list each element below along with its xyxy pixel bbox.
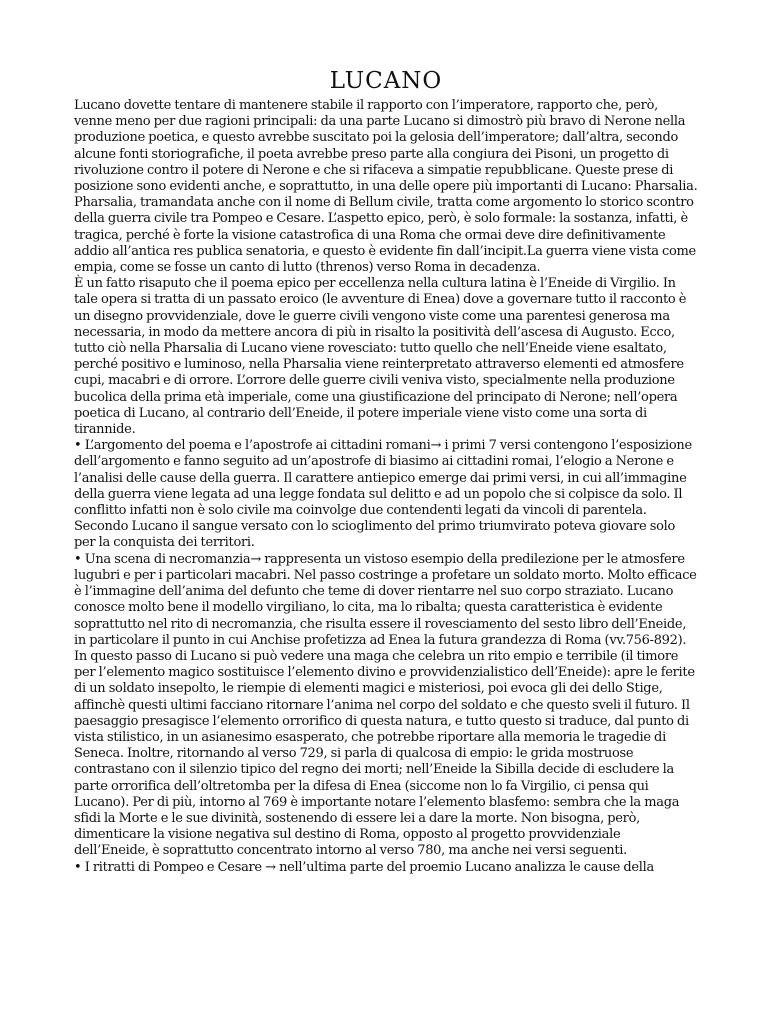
document-title: LUCANO <box>329 68 443 94</box>
bullet-necromanzia: • Una scena di necromanzia→ rappresenta un vistoso esempio della predilezione per le atmosfere lugubri e per i particolari macabri. Nel passo costringe a profetare un soldato morto. Molto efficace è l’immagine dell’anima del defunto che teme di dover rientarre nel suo corpo straziato. Lucano conosce molto bene il modello virgiliano, lo cita, ma lo ribalta; questa caratteristica è evidente soprattutto nel rito di necromanzia, che risulta essere il rovesciamento del sesto libro dell’Eneide, in particolare il punto in cui Anchise profetizza ad Enea la futura grandezza di Roma (vv.756-892). In questo passo di Lucano si può vedere una maga che celebra un rito empio e terribile (il timore per l’elemento magico sostituisce l’elemento divino e provvidenzialistico dell’Eneide): apre le ferite di un soldato insepolto, le riempie di elementi magici e misteriosi, poi evoca gli dei dello Stige, affinchè questi ultimi facciano ritornare l’anima nel corpo del soldato e che questo sveli il futuro. Il paesaggio presagisce l’elemento orrorifico di questa natura, e tutto questo si traduce, dal punto di vista stilistico, in un asianesimo esasperato, che potrebbe riportare alla memoria le tragedie di Seneca. Inoltre, ritornando al verso 729, si parla di qualcosa di empio: le grida mostruose contrastano con il silenzio tipico del regno dei morti; nell’Eneide la Sibilla decide di escludere la parte orrorifica dell’oltretomba per la difesa di Enea (siccome non lo fa Virgilio, ci pensa qui Lucano). Per di più, intorno al 769 è importante notare l’elemento blasfemo: sembra che la maga sfidi la Morte e le sue divinità, sostenendo di essere lei a dare la morte. Non bisogna, però, dimenticare la visione negativa sul destino di Roma, opposto al progetto provvidenziale dell’Eneide, è soprattutto concentrato intorno al verso 780, ma anche nei versi seguenti. <box>74 551 697 859</box>
paragraph-pharsalia: Pharsalia, tramandata anche con il nome di Bellum civile, tratta come argomento lo storico scontro della guerra civile tra Pompeo e Cesare. L’aspetto epico, però, è solo formale: la sostanza, infatti, è tragica, perché è forte la visione catastrofica di una Roma che ormai deve dire definitivamente addio all’antica res publica senatoria, e questo è evidente fin dall’incipit.La guerra viene vista come empia, come se fosse un canto di lutto (threnos) verso Roma in decadenza. <box>74 195 696 276</box>
paragraph-eneide: È un fatto risaputo che il poema epico per eccellenza nella cultura latina è l’Eneide di Virgilio. In tale opera si tratta di un passato eroico (le avventure di Enea) dove a governare tutto il racconto è un disegno provvidenziale, dove le guerre civili vengono viste come una parentesi generosa ma necessaria, in modo da mettere ancora di più in risalto la positività dell’ascesa di Augusto. Ecco, tutto ciò nella Pharsalia di Lucano viene rovesciato: tutto quello che nell’Eneide viene esaltato, perché positivo e luminoso, nella Pharsalia viene reinterpretato attraverso elementi ed atmosfere cupi, macabri e di orrore. L’orrore delle guerre civili veniva visto, specialmente nella produzione bucolica della prima età imperiale, come una giustificazione del principato di Nerone; nell’opera poetica di Lucano, al contrario dell’Eneide, il potere imperiale viene visto come una sorta di tirannide. <box>74 276 687 438</box>
document-page <box>74 66 698 876</box>
paragraph-intro: Lucano dovette tentare di mantenere stabile il rapporto con l’imperatore, rapporto che, però, venne meno per due ragioni principali: da una parte Lucano si dimostrò più bravo di Nerone nella produzione poetica, e questo avrebbe suscitato poi la gelosia dell’imperatore; dall’altra, secondo alcune fonti storiografiche, il poeta avrebbe preso parte alla congiura dei Pisoni, un progetto di rivoluzione contro il potere di Nerone e che si rifaceva a simpatie repubblicane. Queste prese di posizione sono evidenti anche, e soprattutto, in una delle opere più importanti di Lucano: Pharsalia. <box>74 98 698 195</box>
bullet-ritratti: • I ritratti di Pompeo e Cesare → nell’ultima parte del proemio Lucano analizza le cause della <box>74 859 654 875</box>
bullet-argomento: • L’argomento del poema e l’apostrofe ai cittadini romani→ i primi 7 versi contengono l’esposizione dell’argomento e fanno seguito ad un’apostrofe di biasimo ai cittadini romai, l’elogio a Nerone e l’analisi delle cause della guerra. Il carattere antiepico emerge dai primi versi, in cui all’immagine della guerra viene legata ad una legge fondata sul delitto e ad un popolo che si colpisce da solo. Il conflitto infatti non è solo civile ma coinvolge due contendenti legati da vincoli di parentela. Secondo Lucano il sangue versato con lo scioglimento del primo triumvirato poteva giovare solo per la conquista dei territori. <box>74 438 692 551</box>
